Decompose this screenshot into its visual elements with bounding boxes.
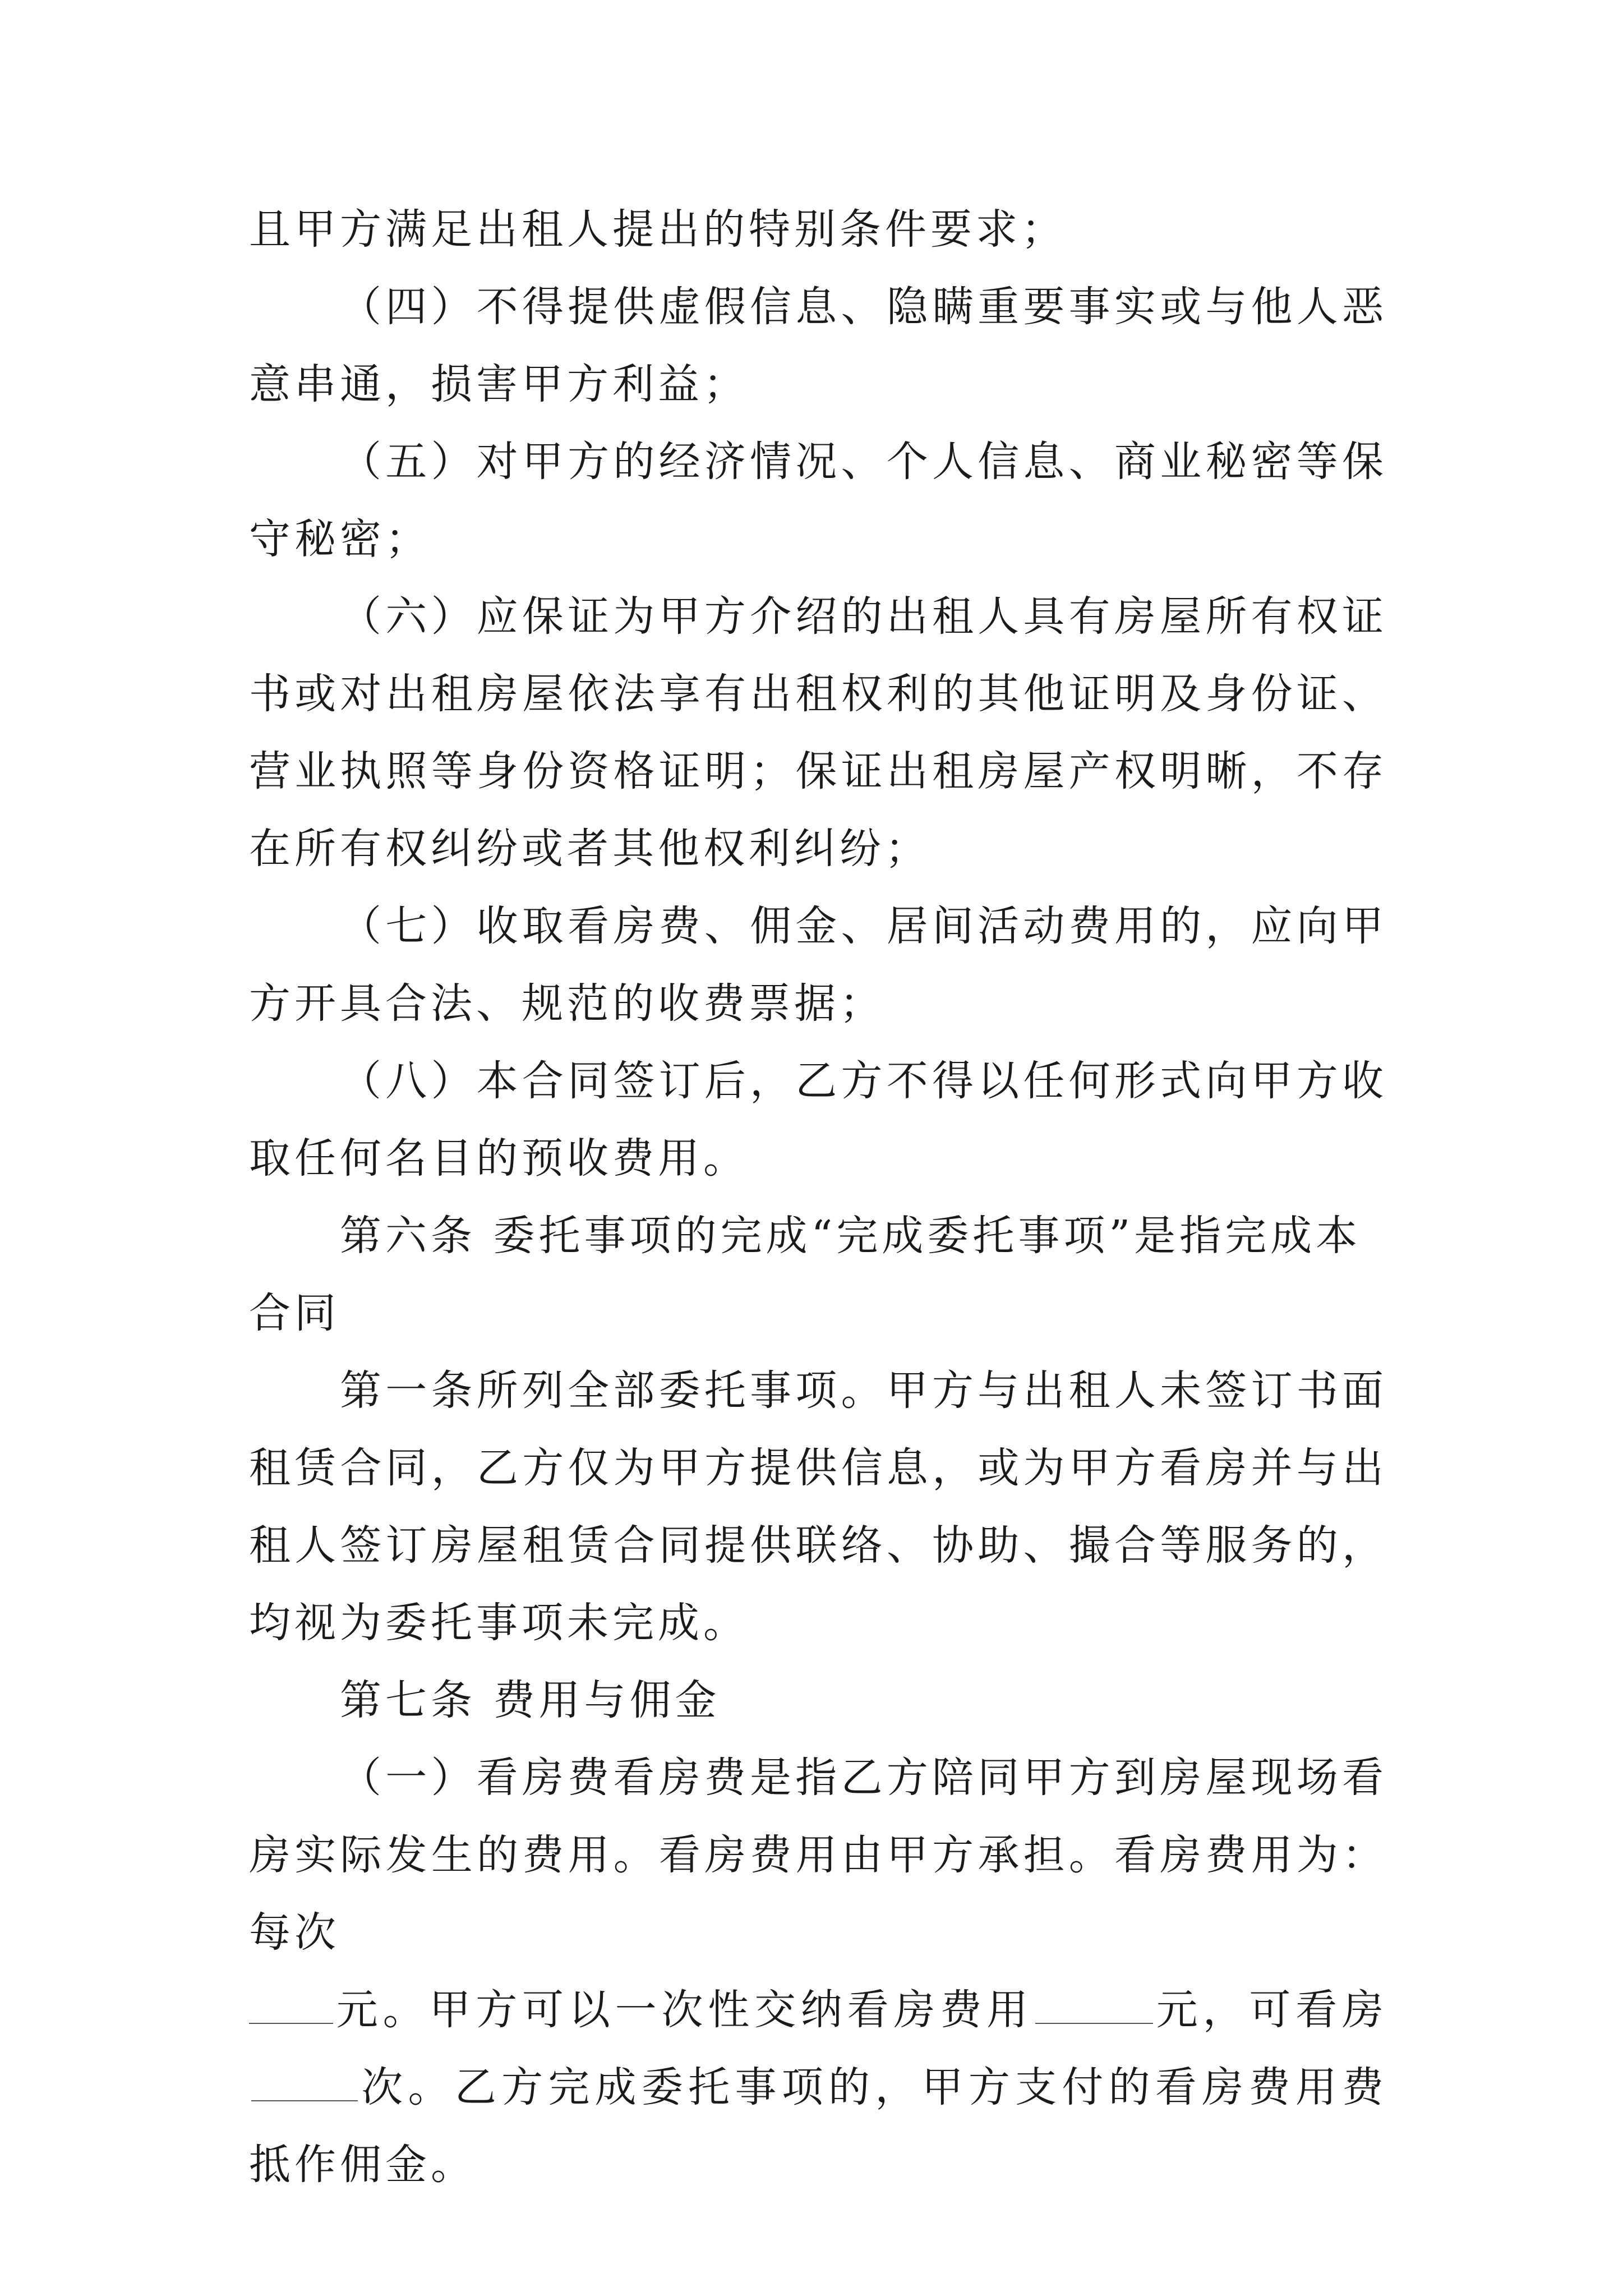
- blank-fee-per-visit[interactable]: [249, 1981, 333, 2024]
- blank-visit-count[interactable]: [251, 2059, 358, 2101]
- article-6-heading: [249, 1197, 1387, 1274]
- fee-text-3: 次。乙方完成委托事项的，甲方支付的看房费用费抵作佣金。: [249, 2063, 1387, 2189]
- document-body: [249, 191, 1387, 2203]
- paragraph-item-6: （六）应保证为甲方介绍的出租人具有房屋所有权证书或对出租房屋依法享有出租权利的其他证明及身份证、营业执照等身份资格证明；保证出租房屋产权明晰，不存在所有权纠纷或者其他权利纠纷；: [249, 592, 1387, 873]
- fee-text-1: 元。甲方可以一次性交纳看房费用: [335, 1986, 1033, 2034]
- paragraph-item-7: （七）收取看房费、佣金、居间活动费用的，应向甲方开具合法、规范的收费票据；: [249, 902, 1387, 1028]
- fee-text-2: 元，可看房: [1155, 1986, 1388, 2034]
- article-6-heading-cont: 合同: [249, 1289, 340, 1337]
- blank-lump-sum-fee[interactable]: [1035, 1981, 1153, 2024]
- paragraph-item-4: （四）不得提供虚假信息、隐瞒重要事实或与他人恶意串通，损害甲方利益；: [249, 283, 1387, 408]
- paragraph-item-8: （八）本合同签订后，乙方不得以任何形式向甲方收取任何名目的预收费用。: [249, 1057, 1387, 1182]
- paragraph-item-5: （五）对甲方的经济情况、个人信息、商业秘密等保守秘密；: [249, 438, 1387, 563]
- article-6-body: 第一条所列全部委托事项。甲方与出租人未签订书面租赁合同，乙方仅为甲方提供信息，或为甲方看房并与出租人签订房屋租赁合同提供联络、协助、撮合等服务的，均视为委托事项未完成。: [249, 1366, 1387, 1647]
- article-7-item-1-cont: [249, 1971, 1387, 2203]
- article-7-item-1: （一）看房费看房费是指乙方陪同甲方到房屋现场看房实际发生的费用。看房费用由甲方承担。看房费用为：每次: [249, 1754, 1387, 1957]
- article-7-heading: 第七条 费用与佣金: [340, 1676, 721, 1724]
- article-6-heading-text: 第六条 委托事项的完成“完成委托事项”是指完成本: [340, 1212, 1362, 1260]
- paragraph-condition: 且甲方满足出租人提出的特别条件要求；: [249, 205, 1067, 254]
